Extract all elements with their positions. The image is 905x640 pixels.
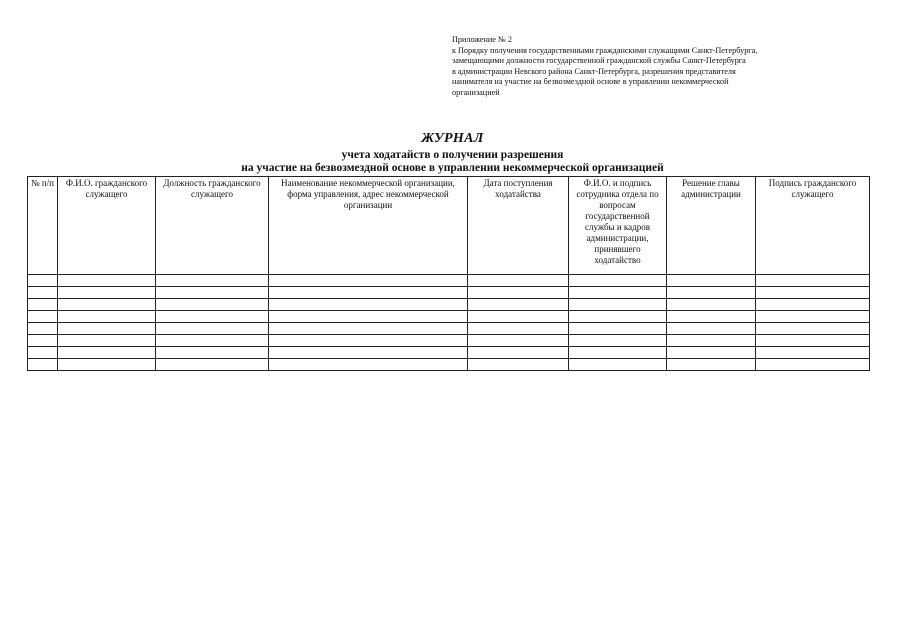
table-cell xyxy=(58,323,156,335)
table-cell xyxy=(667,299,756,311)
table-cell xyxy=(269,347,468,359)
table-cell xyxy=(756,287,870,299)
appendix-line: организацией xyxy=(452,87,500,97)
table-row xyxy=(28,335,870,347)
table-cell xyxy=(667,335,756,347)
table-cell xyxy=(156,335,269,347)
table-cell xyxy=(756,335,870,347)
column-header-organization: Наименование некоммерческой организации, форма управления, адрес некоммерческой организации xyxy=(269,177,468,275)
table-cell xyxy=(667,323,756,335)
table-cell xyxy=(58,347,156,359)
document-subtitle: на участие на безвозмездной основе в управлении некоммерческой организацией xyxy=(241,162,664,174)
column-header-receiver: Ф.И.О. и подпись сотрудника отдела по вопросам государственной службы и кадров администрации, принявшего ходатайство xyxy=(569,177,667,275)
column-header-number: № п/п xyxy=(28,177,58,275)
column-header-signature: Подпись гражданского служащего xyxy=(756,177,870,275)
appendix-line: к Порядку получения государственными гражданскими служащими Санкт-Петербурга, xyxy=(452,45,758,55)
document-title: ЖУРНАЛ xyxy=(421,131,484,146)
appendix-note xyxy=(452,35,872,99)
table-cell xyxy=(58,287,156,299)
table-cell xyxy=(468,323,569,335)
table-cell xyxy=(756,359,870,371)
table-cell xyxy=(756,347,870,359)
document-subtitle: учета ходатайств о получении разрешения xyxy=(341,149,564,161)
appendix-line: нанимателя на участие на безвозмездной основе в управлении некоммерческой xyxy=(452,77,729,87)
table-cell xyxy=(269,287,468,299)
table-cell xyxy=(156,299,269,311)
table-cell xyxy=(28,335,58,347)
table-cell xyxy=(269,323,468,335)
table-cell xyxy=(569,347,667,359)
table-cell xyxy=(269,311,468,323)
table-cell xyxy=(468,311,569,323)
table-cell xyxy=(756,311,870,323)
table-cell xyxy=(569,275,667,287)
table-row xyxy=(28,311,870,323)
journal-table xyxy=(27,176,870,371)
column-header-date: Дата поступления ходатайства xyxy=(468,177,569,275)
column-header-fio: Ф.И.О. гражданского служащего xyxy=(58,177,156,275)
table-row xyxy=(28,359,870,371)
table-cell xyxy=(28,359,58,371)
table-cell xyxy=(28,347,58,359)
table-cell xyxy=(269,299,468,311)
table-cell xyxy=(58,275,156,287)
table-cell xyxy=(58,299,156,311)
table-cell xyxy=(468,275,569,287)
table-cell xyxy=(269,275,468,287)
appendix-line: Приложение № 2 xyxy=(452,35,512,44)
table-row xyxy=(28,275,870,287)
table-cell xyxy=(569,287,667,299)
table-cell xyxy=(756,299,870,311)
table-cell xyxy=(569,311,667,323)
table-cell xyxy=(667,359,756,371)
table-cell xyxy=(667,311,756,323)
column-header-decision: Решение главы администрации xyxy=(667,177,756,275)
appendix-line: замещающими должности государственной гражданской службы Санкт-Петербурга xyxy=(452,56,746,66)
table-cell xyxy=(468,335,569,347)
table-cell xyxy=(28,299,58,311)
table-cell xyxy=(156,323,269,335)
table-cell xyxy=(269,359,468,371)
table-cell xyxy=(156,347,269,359)
table-cell xyxy=(468,347,569,359)
table-header-row xyxy=(28,177,870,275)
table-cell xyxy=(667,347,756,359)
table-cell xyxy=(468,287,569,299)
table-cell xyxy=(468,359,569,371)
table-body xyxy=(28,275,870,371)
table-cell xyxy=(569,359,667,371)
table-cell xyxy=(28,311,58,323)
table-cell xyxy=(28,287,58,299)
table-cell xyxy=(569,323,667,335)
table-row xyxy=(28,323,870,335)
table-cell xyxy=(569,299,667,311)
table-cell xyxy=(156,287,269,299)
table-cell xyxy=(58,359,156,371)
table-row xyxy=(28,347,870,359)
table-cell xyxy=(156,359,269,371)
table-row xyxy=(28,299,870,311)
table-cell xyxy=(156,275,269,287)
table-cell xyxy=(269,335,468,347)
table-cell xyxy=(28,323,58,335)
table-cell xyxy=(28,275,58,287)
table-row xyxy=(28,287,870,299)
table-cell xyxy=(667,275,756,287)
table-cell xyxy=(667,287,756,299)
table-cell xyxy=(756,323,870,335)
table-cell xyxy=(756,275,870,287)
table-cell xyxy=(468,299,569,311)
table-cell xyxy=(58,311,156,323)
appendix-line: в администрации Невского района Санкт-Петербурга, разрешения представителя xyxy=(452,66,736,76)
table-cell xyxy=(58,335,156,347)
table-cell xyxy=(156,311,269,323)
column-header-position: Должность гражданского служащего xyxy=(156,177,269,275)
table-cell xyxy=(569,335,667,347)
